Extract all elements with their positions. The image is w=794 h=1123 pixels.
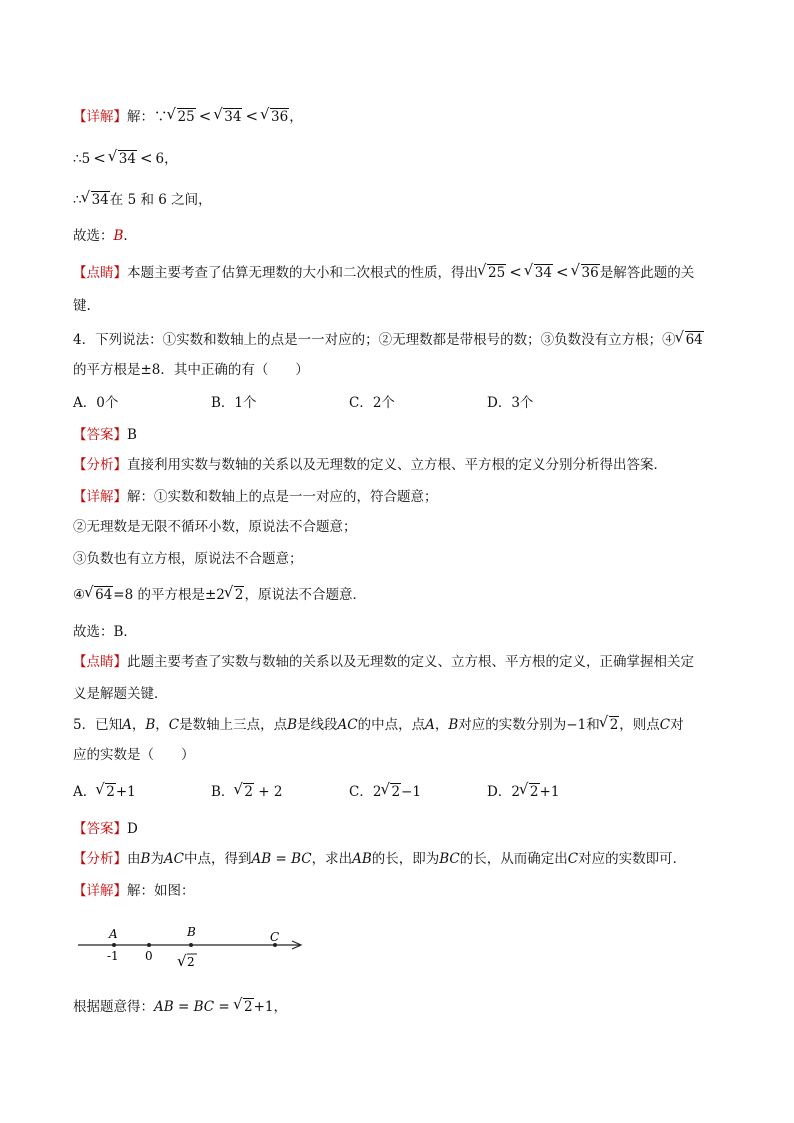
analysis-tag: 【分析】 — [73, 851, 127, 867]
detail-tag: 【详解】 — [73, 489, 127, 505]
q4-option-d: D．3个 — [487, 395, 534, 411]
q5-result: 根据题意得：AB = BC = √ 2+1， — [73, 997, 287, 1017]
q4-options — [73, 393, 533, 413]
q5-option-d: D．2√ 2+1 — [487, 782, 559, 802]
review-tag: 【点睛】 — [73, 654, 127, 670]
label-zero: 0 — [145, 949, 153, 963]
detail-tag: 【详解】 — [73, 883, 127, 899]
q4-review-line2: 义是解题关键． — [73, 686, 168, 702]
q4-answer: 【答案】B — [73, 427, 137, 443]
q4-review-line1: 【点睛】此题主要考查了实数与数轴的关系以及无理数的定义、立方根、平方根的定义，正确掌握相关定 — [73, 654, 694, 670]
q5-option-a: A．√ 2+1 — [73, 782, 211, 802]
origin-dot — [147, 943, 151, 947]
q5-detail: 【详解】解：如图： — [73, 883, 195, 899]
detail-tag: 【详解】 — [73, 109, 127, 125]
q4-detail-line3: ③负数也有立方根，原说法不合题意； — [73, 551, 303, 567]
review-tag: 【点睛】 — [73, 265, 127, 281]
q4-analysis: 【分析】直接利用实数与数轴的关系以及无理数的定义、立方根、平方根的定义分别分析得出答案． — [73, 457, 667, 473]
answer-tag: 【答案】 — [73, 821, 127, 837]
number-line-figure — [70, 922, 320, 972]
q4-option-c: C．2个 — [349, 395, 395, 411]
q3-choose: 故选：B. — [73, 228, 128, 244]
q4-option-b: B．1个 — [211, 395, 257, 411]
q3-detail-line2: ∴5 <√ 34 < 6， — [73, 148, 178, 169]
q4-detail-line2: ②无理数是无限不循环小数，原说法不合题意； — [73, 519, 357, 535]
q3-review-line2: 键. — [73, 298, 91, 314]
q5-stem-line2: 应的实数是（ ） — [73, 747, 195, 763]
q5-analysis: 【分析】由B为AC中点，得到AB = BC，求出AB的长，即为BC的长，从而确定出C对应的实数即可． — [73, 851, 687, 867]
answer-tag: 【答案】 — [73, 427, 127, 443]
q4-detail-line4: ④√ 64=8 的平方根是±2√ 2，原说法不合题意． — [73, 585, 366, 605]
sqrt-sign: √ — [177, 952, 187, 970]
point-b-dot — [189, 943, 193, 947]
analysis-tag: 【分析】 — [73, 457, 127, 473]
q4-choose: 故选：B． — [73, 624, 137, 640]
q3-detail-line3: ∴√ 34在 5 和 6 之间， — [73, 190, 212, 210]
q5-stem-line1: 5．已知A，B，C是数轴上三点，点B是线段AC的中点，点A，B对应的实数分别为−1和√ 2，则点C对 — [73, 715, 684, 735]
q3-detail-line1: 【详解】解：∵√ 25 <√ 34 <√ 36， — [73, 106, 303, 127]
label-a: A — [109, 927, 118, 941]
q4-stem-line1: 4．下列说法：①实数和数轴上的点是一一对应的；②无理数都是带根号的数；③负数没有立方根；④√ 64 — [73, 330, 704, 350]
q4-detail-line1: 【详解】解：①实数和数轴上的点是一一对应的，符合题意； — [73, 489, 438, 505]
q5-answer: 【答案】D — [73, 821, 138, 837]
q3-review-line1: 【点睛】本题主要考查了估算无理数的大小和二次根式的性质，得出√ 25 <√ 34 <√ 36是解答此题的关 — [73, 262, 694, 283]
q5-options — [73, 782, 559, 802]
label-neg1: -1 — [107, 949, 119, 963]
label-b: B — [187, 925, 196, 939]
point-a-dot — [112, 943, 116, 947]
label-c: C — [270, 930, 280, 944]
q5-option-b: B．√ 2 + 2 — [211, 782, 349, 802]
q4-stem-line2: 的平方根是±8．其中正确的有（ ） — [73, 362, 309, 378]
q4-option-a: A．0个 — [73, 395, 119, 411]
q5-option-c: C．2√ 2−1 — [349, 782, 487, 802]
label-sqrt2: 2 — [187, 955, 195, 969]
